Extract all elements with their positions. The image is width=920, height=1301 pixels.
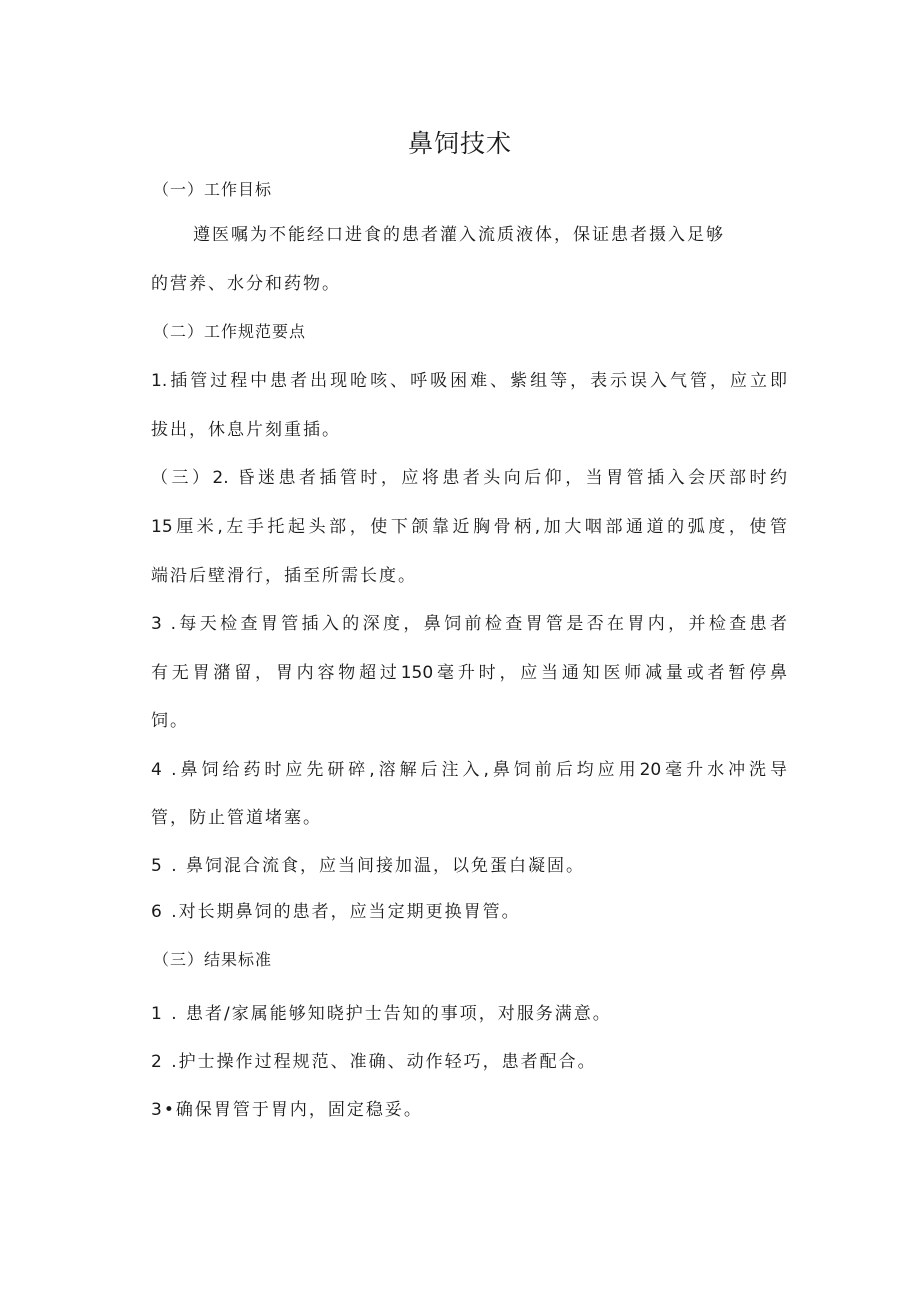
section-heading-goal: （一）工作目标 [153, 180, 273, 199]
paragraph-line: 饲。 [151, 711, 189, 731]
paragraph-line: 遵医嘱为不能经口进食的患者灌入流质液体，保证患者摄入足够 [193, 225, 725, 245]
paragraph-line: 有无胃潴留，胃内容物超过150毫升时，应当通知医师减量或者暂停鼻 [151, 663, 787, 683]
paragraph-line: 端沿后壁滑行，插至所需长度。 [151, 566, 417, 586]
paragraph-line: 1 . 患者/家属能够知晓护士告知的事项，对服务满意。 [151, 1004, 612, 1024]
paragraph-line: 3•确保胃管于胃内，固定稳妥。 [151, 1100, 423, 1120]
section-heading-results: （三）结果标准 [153, 950, 273, 969]
paragraph-line: 15厘米,左手托起头部，使下颌靠近胸骨柄,加大咽部通道的弧度，使管 [151, 517, 787, 537]
paragraph-line: 的营养、水分和药物。 [151, 274, 341, 294]
section-heading-standards: （二）工作规范要点 [153, 322, 307, 341]
paragraph-line: 5 . 鼻饲混合流食，应当间接加温，以免蛋白凝固。 [151, 856, 586, 876]
paragraph-line: 6 .对长期鼻饲的患者，应当定期更换胃管。 [151, 902, 521, 922]
paragraph-line: 管，防止管道堵塞。 [151, 808, 322, 828]
paragraph-line: 3 .每天检查胃管插入的深度，鼻饲前检查胃管是否在胃内，并检查患者 [151, 614, 787, 634]
paragraph-line: （三）2. 昏迷患者插管时，应将患者头向后仰，当胃管插入会厌部时约 [151, 468, 787, 488]
document-title: 鼻饲技术 [407, 129, 512, 158]
paragraph-line: 拔出，休息片刻重插。 [151, 420, 341, 440]
paragraph-line: 4 .鼻饲给药时应先研碎,溶解后注入,鼻饲前后均应用20毫升水冲洗导 [151, 760, 787, 780]
paragraph-line: 1.插管过程中患者出现呛咳、呼吸困难、紫组等，表示误入气管，应立即 [151, 371, 787, 391]
paragraph-line: 2 .护士操作过程规范、准确、动作轻巧，患者配合。 [151, 1052, 597, 1072]
